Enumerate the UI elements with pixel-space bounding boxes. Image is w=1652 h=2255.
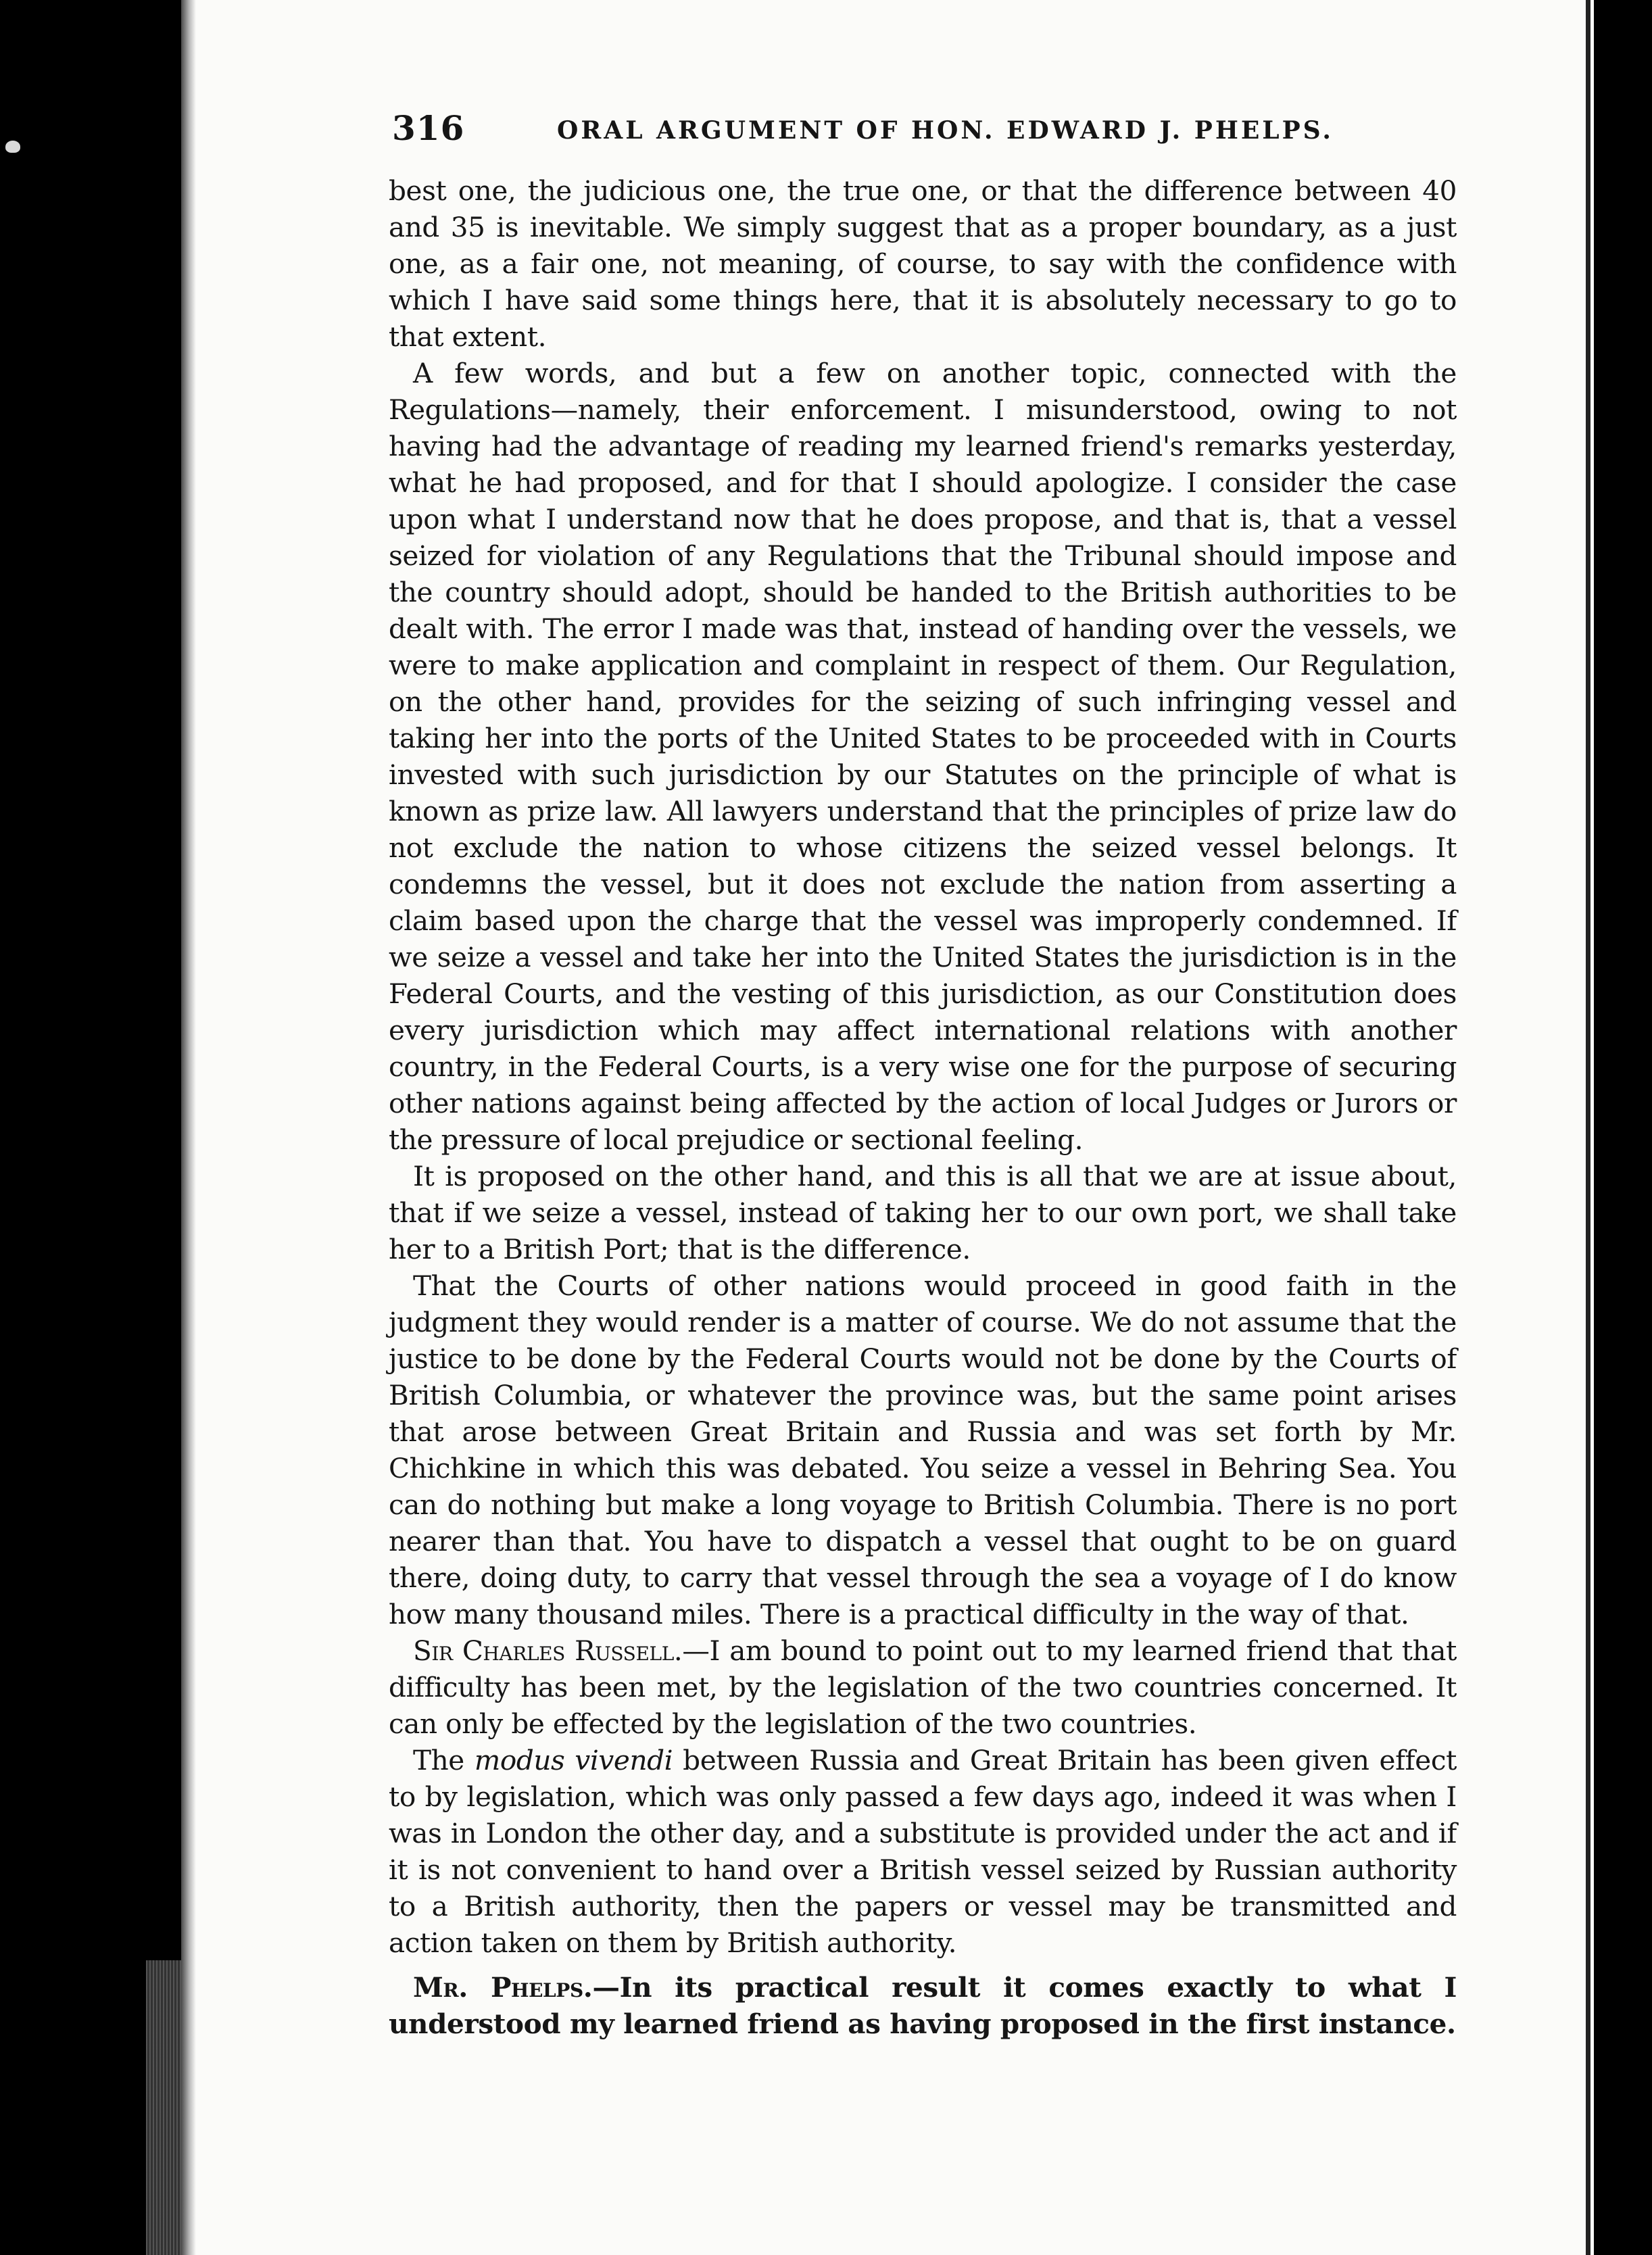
right-margin-rule [1586,0,1590,2255]
speaker-name: Mr. Phelps. [413,1971,593,2004]
body-text [389,172,1457,2042]
text-after-emphasis: between Russia and Great Britain has been given effect to by legislation, which was only passed a few days ago, indeed it was when I was in London the other day, and a substitute is provided under the act and if it is not convenient to hand over a British vessel seized by Russian authority to a British authority, then the papers or vessel may be transmitted and action taken on them by British authority. [389,1744,1457,1959]
speech-text: —In its practical result it comes exactly to what I understood my learned friend as having proposed in the first instance. [389,1971,1457,2040]
scan-speck [5,141,20,153]
text-before-emphasis: The [413,1744,475,1776]
speech-text: —I am bound to point out to my learned friend that that difficulty has been met, by the legislation of the two countries concerned. It can only be effected by the legislation of the two countries. [389,1634,1457,1740]
paragraph-british-port: It is proposed on the other hand, and this is all that we are at issue about, that if we seize a vessel, instead of taking her to our own port, we shall take her to a British Port; that is the difference. [389,1160,1457,1265]
paragraph-modus-vivendi [389,1742,1457,1961]
paragraph-phelps-reply [389,1969,1457,2042]
running-head: ORAL ARGUMENT OF HON. EDWARD J. PHELPS. [557,116,1334,145]
binding-gutter-shadow [181,0,196,2255]
paragraph-enforcement: A few words, and but a few on another topic, connected with the Regulations—namely, their enforcement. I misunderstood, owing to not having had the advantage of reading my learned friend's remarks yesterday, what he had proposed, and for that I should apologize. I consider the case upon what I understand now that he does propose, and that is, that a vessel seized for violation of any Regulations that the Tribunal should impose and the country should adopt, should be handed to the British authorities to be dealt with. The error I made was that, instead of handing over the vessels, we were to make application and complaint in respect of them. Our Regulation, on the other hand, provides for the seizing of such infringing vessel and taking her into the ports of the United States to be proceeded with in Courts invested with such jurisdiction by our Statutes on the principle of what is known as prize law. All lawyers understand that the principles of prize law do not exclude the nation to whose citizens the seized vessel belongs. It condemns the vessel, but it does not exclude the nation from asserting a claim based upon the charge that the vessel was improperly condemned. If we seize a vessel and take her into the United States the jurisdiction is in the Federal Courts, and the vesting of this jurisdiction, as our Constitution does every jurisdiction which may affect international relations with another country, in the Federal Courts, is a very wise one for the purpose of securing other nations against being affected by the action of local Judges or Jurors or the pressure of local prejudice or sectional feeling. [389,357,1457,1156]
page-edges [146,1960,181,2255]
paragraph-russell-reply [389,1632,1457,1742]
paragraph-continued: best one, the judicious one, the true one, or that the difference between 40 and 35 is inevitable. We simply suggest that as a proper boundary, as a just one, as a fair one, not meaning, of course, to say with the confidence with which I have said some things here, that it is absolutely necessary to go to that extent. [389,174,1457,353]
emphasized-term: modus vivendi [474,1744,673,1776]
paragraph-courts-good-faith: That the Courts of other nations would proceed in good faith in the judgment they would render is a matter of course. We do not assume that the justice to be done by the Federal Courts would not be done by the Courts of British Columbia, or whatever the province was, but the same point arises that arose between Great Britain and Russia and was set forth by Mr. Chichkine in which this was debated. You seize a vessel in Behring Sea. You can do nothing but make a long voyage to British Columbia. There is no port nearer than that. You have to dispatch a vessel that ought to be on guard there, doing duty, to carry that vessel through the sea a voyage of I do know how many thousand miles. There is a practical difficulty in the way of that. [389,1269,1457,1630]
page-header [392,108,1433,162]
speaker-name: Sir Charles Russell. [413,1634,683,1667]
page-number: 316 [392,108,465,148]
